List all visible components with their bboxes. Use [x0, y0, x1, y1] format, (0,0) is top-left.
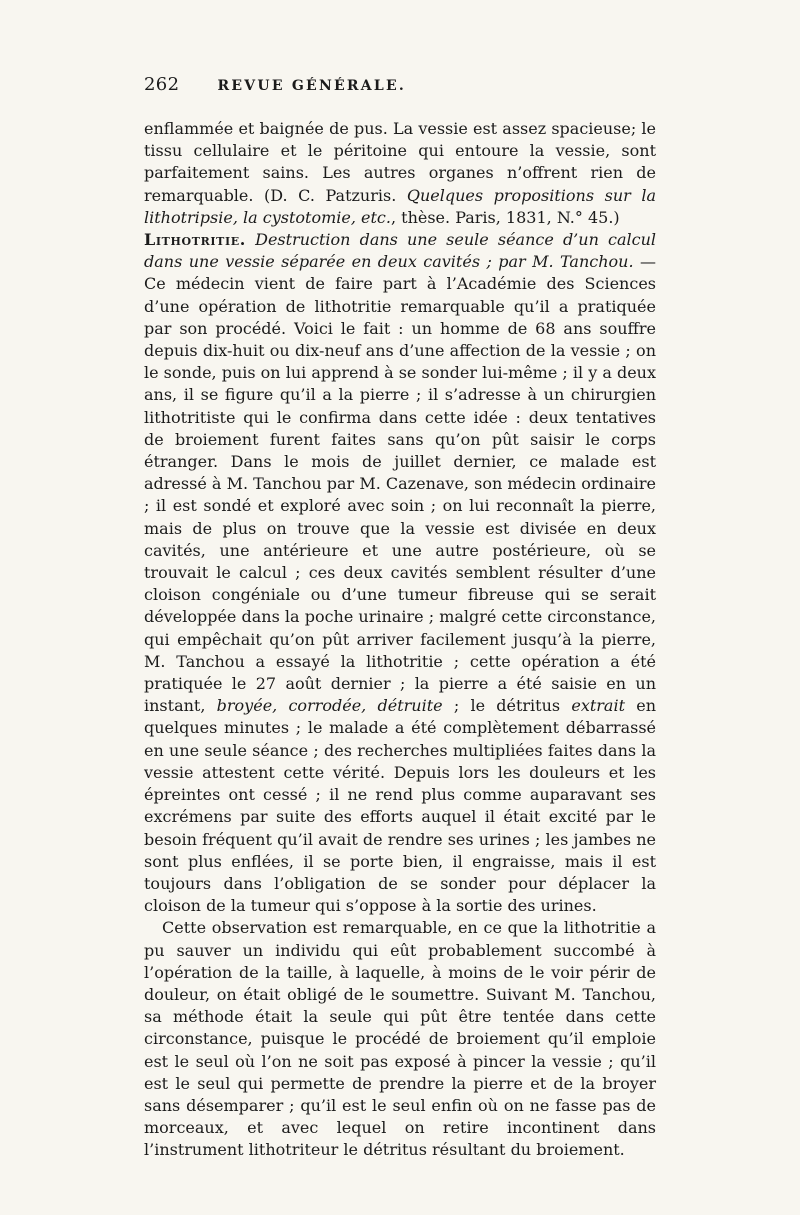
page-number: 262	[144, 74, 180, 95]
paragraph-2-text-b: ; le détritus	[442, 696, 572, 716]
paragraph-3-text: Cette observation est remarquable, en ce que la lithotritie a pu sauver un individu qui eût probablement succombé à l’opération de la taille, à laquelle, à moins de le voir périr de douleur, on était obligé de le soumettre. Suivant M. Tanchou, sa méthode était la seule qui pût être tentée dans cette circonstance, puisque le procédé de broiement qu’il emploie est le seul où l’on ne soit pas exposé à pincer la vessie ; qu’il est le seul qui permette de prendre la pierre et de la broyer sans désemparer ; qu’il est le seul enfin où on ne fasse pas de morceaux, et avec lequel on retire incontinent dans l’instrument lithotriteur le détritus résultant du broiement.	[144, 918, 656, 1160]
paragraph-3	[144, 917, 656, 1161]
paragraph-1-italic-title: Quelques propositions sur la lithotripsie, la cystotomie, etc.	[144, 185, 656, 227]
running-head	[144, 74, 656, 108]
paragraph-2	[144, 229, 656, 917]
journal-title: REVUE GÉNÉRALE.	[217, 78, 406, 94]
paragraph-1-text-a: enflammée et baignée de pus. La vessie est assez spacieuse; le tissu cellulaire et le péritoine qui entoure la vessie, sont parfaitement sains. Les autres organes n’offrent rien de remarquable. (D. C. Patzuris.	[144, 119, 656, 205]
section-label: Lithotritie.	[144, 230, 246, 250]
paragraph-1-text-b: , thèse. Paris, 1831, N.° 45.)	[390, 207, 620, 227]
paragraph-2-italic-words-2: extrait	[571, 696, 626, 716]
paragraph-2-text-a: — Ce médecin vient de faire part à l’Académie des Sciences d’une opération de lithotritie remarquable qu’il a pratiquée par son procédé. Voici le fait : un homme de 68 ans souffre depuis dix-huit ou dix-neuf ans d’une affection de la vessie ; on le sonde, puis on lui apprend à se sonder lui-même ; il y a deux ans, il se figure qu’il a la pierre ; il s’adresse à un chirurgien lithotritiste qui le confirma dans cette idée : deux tentatives de broiement furent faites sans qu’on pût saisir le corps étranger. Dans le mois de juillet dernier, ce malade est adressé à M. Tanchou par M. Cazenave, son médecin ordinaire ; il est sondé et exploré avec soin ; on lui reconnaît la pierre, mais de plus on trouve que la vessie est divisée en deux cavités, une antérieure et une autre postérieure, où se trouvait le calcul ; ces deux cavités semblent résulter d’une cloison congéniale ou d’une tumeur fibreuse qui se serait développée dans la poche urinaire ; malgré cette circonstance, qui empêchait qu’on pût arriver facilement jusqu’à la pierre, M. Tanchou a essayé la lithotritie ; cette opération a été pratiquée le 27 août dernier ; la pierre a été saisie en un instant,	[144, 252, 656, 716]
article-body	[144, 118, 656, 1162]
paragraph-2-italic-words-1: broyée, corrodée, détruite	[216, 696, 443, 716]
paragraph-1	[144, 118, 656, 229]
section-title: Destruction dans une seule séance d’un calcul dans une vessie séparée en deux cavités ; par M. Tanchou.	[144, 230, 656, 272]
paragraph-2-text-c: en quelques minutes ; le malade a été complètement débarrassé en une seule séance ; des recherches multipliées faites dans la vessie attestent cette vérité. Depuis lors les douleurs et les épreintes ont cessé ; il ne rend plus comme auparavant ses excrémens par suite des efforts auquel il était excité par le besoin fréquent qu’il avait de rendre ses urines ; les jambes ne sont plus enflées, il se porte bien, il engraisse, mais il est toujours dans l’obligation de se sonder pour déplacer la cloison de la tumeur qui s’oppose à la sortie des urines.	[144, 696, 657, 916]
